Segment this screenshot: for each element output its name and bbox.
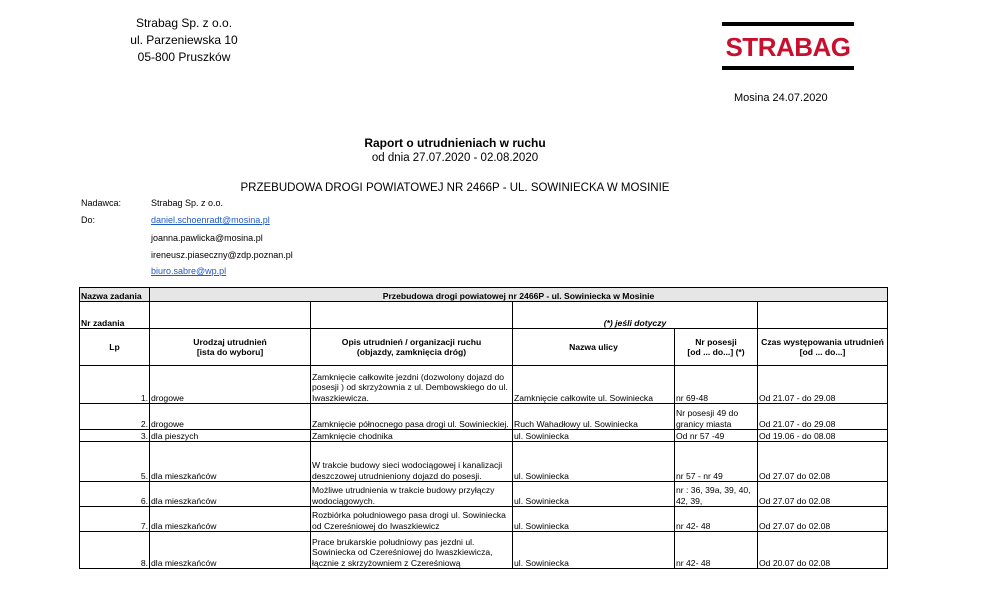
table-row	[80, 532, 888, 569]
duration: Od 27.07 do 02.08	[758, 442, 888, 482]
strabag-logo	[722, 22, 854, 72]
report-period: od dnia 27.07.2020 - 02.08.2020	[371, 152, 539, 164]
disruption-description: Zamknięcie chodnika	[311, 430, 513, 442]
table-row	[80, 366, 888, 404]
disruption-type: dla mieszkańców	[150, 507, 311, 532]
if-applicable-note: (*) jeśli dotyczy	[513, 302, 758, 329]
disruption-type: dla mieszkańców	[150, 532, 311, 569]
sender-street: ul. Parzeniewska 10	[130, 33, 238, 47]
disruption-type: dla pieszych	[150, 430, 311, 442]
sender-city: 05-800 Pruszków	[137, 50, 231, 64]
col-header-property-number-line1: Nr posesji	[695, 336, 737, 347]
disruption-description: Zamknięcie północnego pasa drogi ul. Sowinieckiej.	[311, 404, 513, 430]
disruption-description: Rozbiórka południowego pasa drogi ul. Sowiniecka od Czereśniowej do Iwaszkiewicz	[311, 507, 513, 532]
col-header-lp: Lp	[80, 329, 150, 366]
disruption-description: Zamknięcie całkowite jezdni (dozwolony dojazd do posesji ) od skrzyżownia z ul. Dembowskiego do ul. Iwaszkiewicza.	[311, 366, 513, 404]
col-header-duration-line2: [od ... do...]	[799, 347, 846, 357]
task-number-label: Nr zadania	[80, 302, 150, 329]
sender-company: Strabag Sp. z o.o.	[135, 16, 233, 30]
table-row	[80, 507, 888, 532]
property-numbers: nr 42- 48	[675, 532, 758, 569]
disruption-description: W trakcie budowy sieci wodociągowej i kanalizacji deszczowej utrudnieniony dojazd do posesji.	[311, 442, 513, 482]
duration: Od 20.07 do 02.08	[758, 532, 888, 569]
sender-address	[124, 15, 244, 66]
duration: Od 21.07 - do 29.08	[758, 366, 888, 404]
row-number: 5.	[80, 442, 150, 482]
table-row	[80, 482, 888, 507]
table-row	[80, 430, 888, 442]
empty-cell	[758, 302, 888, 329]
disruption-table	[79, 287, 888, 569]
report-title: Raport o utrudnieniach w ruchu	[364, 136, 546, 150]
street-name: ul. Sowiniecka	[513, 532, 675, 569]
property-numbers: nr 57 - nr 49	[675, 442, 758, 482]
property-numbers: nr 42- 48	[675, 507, 758, 532]
sender-label: Nadawca:	[81, 198, 122, 208]
disruption-type: drogowe	[150, 366, 311, 404]
duration: Od 21.07 - do 29.08	[758, 404, 888, 430]
property-numbers: Od nr 57 -49	[675, 430, 758, 442]
project-name: PRZEBUDOWA DROGI POWIATOWEJ NR 2466P - UL. SOWINIECKA W MOSINIE	[240, 182, 670, 194]
task-name-label: Nazwa zadania	[80, 288, 150, 302]
col-header-type	[150, 329, 311, 366]
col-header-description-line1: Opis utrudnień / organizacji ruchu	[341, 336, 482, 347]
recipient-email: joanna.pawlicka@mosina.pl	[151, 233, 263, 243]
disruption-type: drogowe	[150, 404, 311, 430]
col-header-duration	[758, 329, 888, 366]
col-header-property-number-line2: [od ... do...] (*)	[687, 347, 745, 357]
row-number: 6.	[80, 482, 150, 507]
col-header-description	[311, 329, 513, 366]
property-numbers: Nr posesji 49 do granicy miasta	[675, 404, 758, 430]
row-number: 7.	[80, 507, 150, 532]
disruption-description: Prace brukarskie południowy pas jezdni ul. Sowiniecka od Czereśniowej do Iwaszkiewicza, łącznie z skrzyżowniem z Czereśniową	[311, 532, 513, 569]
task-name-value: Przebudowa drogi powiatowej nr 2466P - ul. Sowiniecka w Mosinie	[150, 288, 888, 302]
task-number-row	[80, 302, 888, 329]
recipients-label: Do:	[81, 215, 96, 225]
col-header-duration-line1: Czas występowania utrudnień	[761, 336, 884, 347]
row-number: 1.	[80, 366, 150, 404]
col-header-description-line2: (objazdy, zamknięcia dróg)	[356, 347, 467, 357]
recipient-email-link[interactable]: daniel.schoenradt@mosina.pl	[151, 215, 270, 225]
street-name: ul. Sowiniecka	[513, 507, 675, 532]
street-name: ul. Sowiniecka	[513, 482, 675, 507]
col-header-type-line2: [ista do wyboru]	[196, 347, 264, 357]
column-header-row	[80, 329, 888, 366]
street-name: Zamknięcie całkowite ul. Sowiniecka	[513, 366, 675, 404]
disruption-type: dla mieszkańców	[150, 442, 311, 482]
row-number: 3.	[80, 430, 150, 442]
col-header-type-line1: Urodzaj utrudnień	[193, 336, 267, 347]
col-header-property-number	[675, 329, 758, 366]
duration: Od 27.07 do 02.08	[758, 482, 888, 507]
row-number: 8.	[80, 532, 150, 569]
disruption-description: Możliwe utrudnienia w trakcie budowy przyłączy wodociągowych.	[311, 482, 513, 507]
table-row	[80, 404, 888, 430]
document-date: Mosina 24.07.2020	[734, 92, 828, 104]
recipient-email: ireneusz.piaseczny@zdp.poznan.pl	[151, 250, 293, 260]
recipient-email-link[interactable]: biuro.sabre@wp.pl	[151, 266, 227, 276]
sender-value: Strabag Sp. z o.o.	[151, 198, 224, 208]
empty-cell	[311, 302, 513, 329]
property-numbers: nr : 36, 39a, 39, 40, 42, 39,	[675, 482, 758, 507]
logo-bar-top	[722, 22, 854, 26]
logo-bar-bottom	[722, 66, 854, 70]
task-name-row	[80, 288, 888, 302]
duration: Od 19.06 - do 08.08	[758, 430, 888, 442]
street-name: ul. Sowiniecka	[513, 430, 675, 442]
street-name: Ruch Wahadłowy ul. Sowiniecka	[513, 404, 675, 430]
disruption-type: dla mieszkańców	[150, 482, 311, 507]
logo-text: STRABAG	[725, 32, 851, 62]
table-row	[80, 442, 888, 482]
property-numbers: nr 69-48	[675, 366, 758, 404]
duration: Od 27.07 do 02.08	[758, 507, 888, 532]
col-header-street: Nazwa ulicy	[513, 329, 675, 366]
empty-cell	[150, 302, 311, 329]
row-number: 2.	[80, 404, 150, 430]
street-name: ul. Sowiniecka	[513, 442, 675, 482]
